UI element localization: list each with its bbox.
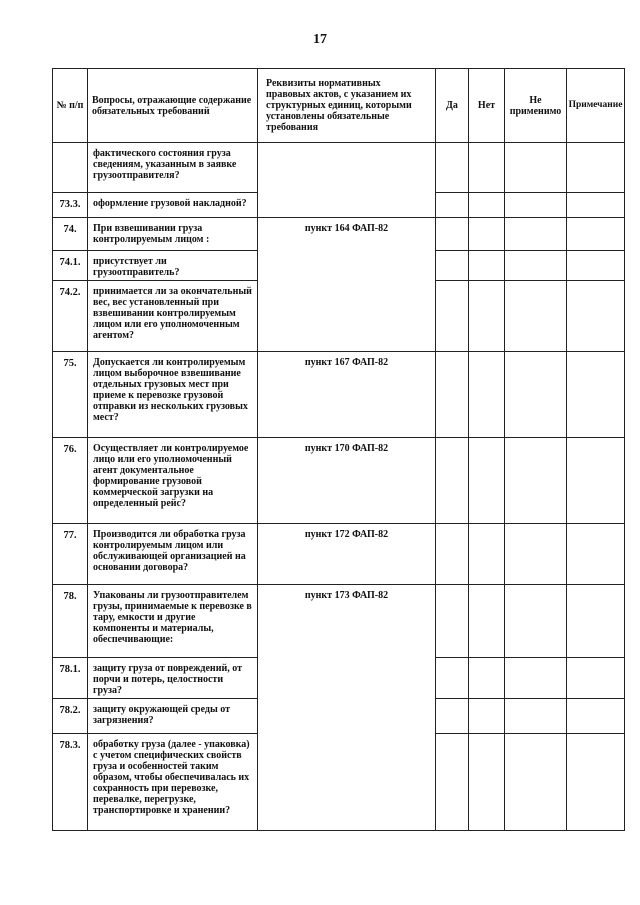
no-cell[interactable] <box>469 734 505 831</box>
no-cell[interactable] <box>469 658 505 699</box>
no-cell[interactable] <box>469 699 505 734</box>
row-question: Производится ли обработка груза контролируемым лицом или обслуживающей организацией на основании договора? <box>88 524 258 585</box>
table-row <box>53 352 625 438</box>
no-cell[interactable] <box>469 438 505 524</box>
note-cell[interactable] <box>567 143 625 193</box>
note-cell[interactable] <box>567 734 625 831</box>
note-cell[interactable] <box>567 699 625 734</box>
header-no: Нет <box>469 69 505 143</box>
no-cell[interactable] <box>469 193 505 218</box>
note-cell[interactable] <box>567 352 625 438</box>
table-header-row <box>53 69 625 143</box>
header-not-applicable: Не применимо <box>505 69 567 143</box>
row-number: 77. <box>53 524 88 585</box>
row-number: 76. <box>53 438 88 524</box>
row-number <box>53 143 88 193</box>
header-reference: Реквизиты нормативных правовых актов, с указанием их структурных единиц, которыми установлены обязательные требования <box>258 69 436 143</box>
row-number: 78.3. <box>53 734 88 831</box>
row-reference: пункт 164 ФАП-82 <box>258 218 436 352</box>
note-cell[interactable] <box>567 524 625 585</box>
no-cell[interactable] <box>469 218 505 251</box>
row-question: Осуществляет ли контролируемое лицо или его уполномоченный агент документальное формирование грузовой коммерческой загрузки на определенный рейс? <box>88 438 258 524</box>
not-applicable-cell[interactable] <box>505 438 567 524</box>
row-question: оформление грузовой накладной? <box>88 193 258 218</box>
not-applicable-cell[interactable] <box>505 193 567 218</box>
row-reference: пункт 173 ФАП-82 <box>258 585 436 831</box>
not-applicable-cell[interactable] <box>505 699 567 734</box>
row-number: 78. <box>53 585 88 658</box>
yes-cell[interactable] <box>436 734 469 831</box>
yes-cell[interactable] <box>436 193 469 218</box>
row-reference: пункт 167 ФАП-82 <box>258 352 436 438</box>
not-applicable-cell[interactable] <box>505 251 567 281</box>
page-number: 17 <box>313 32 327 47</box>
no-cell[interactable] <box>469 251 505 281</box>
header-yes: Да <box>436 69 469 143</box>
not-applicable-cell[interactable] <box>505 281 567 352</box>
row-number: 74.2. <box>53 281 88 352</box>
row-number: 78.1. <box>53 658 88 699</box>
yes-cell[interactable] <box>436 218 469 251</box>
header-question: Вопросы, отражающие содержание обязательных требований <box>88 69 258 143</box>
table-row <box>53 524 625 585</box>
row-question: При взвешивании груза контролируемым лицом : <box>88 218 258 251</box>
not-applicable-cell[interactable] <box>505 734 567 831</box>
row-reference: пункт 170 ФАП-82 <box>258 438 436 524</box>
row-question: защиту груза от повреждений, от порчи и потерь, целостности груза? <box>88 658 258 699</box>
table-row <box>53 218 625 251</box>
not-applicable-cell[interactable] <box>505 143 567 193</box>
yes-cell[interactable] <box>436 281 469 352</box>
note-cell[interactable] <box>567 251 625 281</box>
yes-cell[interactable] <box>436 352 469 438</box>
note-cell[interactable] <box>567 658 625 699</box>
no-cell[interactable] <box>469 585 505 658</box>
row-question: обработку груза (далее - упаковка) с учетом специфических свойств груза и особенностей таким образом, чтобы обеспечивалась их сохранность при перевозке, перевалке, перегрузке, транспортировке и хранении? <box>88 734 258 831</box>
note-cell[interactable] <box>567 281 625 352</box>
yes-cell[interactable] <box>436 699 469 734</box>
no-cell[interactable] <box>469 352 505 438</box>
note-cell[interactable] <box>567 438 625 524</box>
table-row <box>53 438 625 524</box>
row-question: Допускается ли контролируемым лицом выборочное взвешивание отдельных грузовых мест при приеме к перевозке грузовой отправки из нескольких грузовых мест? <box>88 352 258 438</box>
yes-cell[interactable] <box>436 585 469 658</box>
row-reference: пункт 172 ФАП-82 <box>258 524 436 585</box>
row-question: защиту окружающей среды от загрязнения? <box>88 699 258 734</box>
note-cell[interactable] <box>567 585 625 658</box>
row-question: принимается ли за окончательный вес, вес установленный при взвешивании контролируемым лицом или его уполномоченным агентом? <box>88 281 258 352</box>
row-question: фактического состояния груза сведениям, указанным в заявке грузоотправителя? <box>88 143 258 193</box>
yes-cell[interactable] <box>436 251 469 281</box>
no-cell[interactable] <box>469 143 505 193</box>
row-number: 75. <box>53 352 88 438</box>
row-number: 78.2. <box>53 699 88 734</box>
not-applicable-cell[interactable] <box>505 585 567 658</box>
row-question: присутствует ли грузоотправитель? <box>88 251 258 281</box>
table-row <box>53 585 625 658</box>
row-number: 74.1. <box>53 251 88 281</box>
yes-cell[interactable] <box>436 524 469 585</box>
not-applicable-cell[interactable] <box>505 524 567 585</box>
no-cell[interactable] <box>469 524 505 585</box>
not-applicable-cell[interactable] <box>505 218 567 251</box>
row-number: 73.3. <box>53 193 88 218</box>
note-cell[interactable] <box>567 218 625 251</box>
not-applicable-cell[interactable] <box>505 352 567 438</box>
header-note: Примечание <box>567 69 625 143</box>
no-cell[interactable] <box>469 281 505 352</box>
row-reference <box>258 143 436 218</box>
yes-cell[interactable] <box>436 143 469 193</box>
yes-cell[interactable] <box>436 658 469 699</box>
header-num: № п/п <box>53 69 88 143</box>
table-row <box>53 143 625 193</box>
row-number: 74. <box>53 218 88 251</box>
not-applicable-cell[interactable] <box>505 658 567 699</box>
note-cell[interactable] <box>567 193 625 218</box>
yes-cell[interactable] <box>436 438 469 524</box>
row-question: Упакованы ли грузоотправителем грузы, принимаемые к перевозке в тару, емкости и другие компоненты и материалы, обеспечивающие: <box>88 585 258 658</box>
requirements-table <box>52 68 625 831</box>
